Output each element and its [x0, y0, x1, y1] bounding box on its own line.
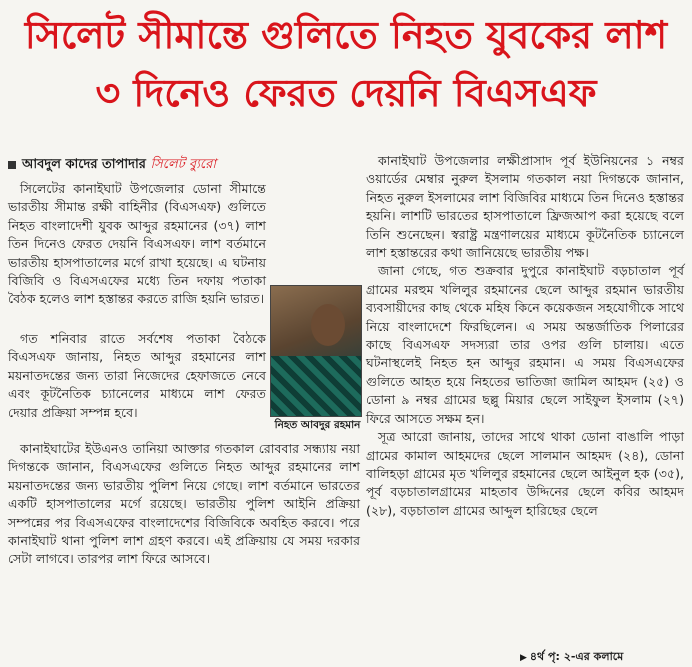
article-left-column-top [8, 180, 266, 309]
byline-author: আবদুল কাদের তাপাদার [22, 157, 146, 172]
news-photo [270, 285, 362, 417]
photo-subject-face [311, 304, 345, 346]
photo-caption: নিহত আবদুর রহমান [274, 419, 361, 431]
byline [8, 155, 358, 176]
headline-line-1: সিলেট সীমান্তে গুলিতে নিহত যুবকের লাশ [24, 13, 668, 57]
article-left-column-bottom [8, 440, 360, 569]
article-right-column [366, 152, 684, 520]
bullet-square-icon [8, 161, 16, 169]
article-paragraph: সূত্র আরো জানায়, তাদের সাথে থাকা ডোনা বাঙালি পাড়া গ্রামের কামাল আহমদের ছেলে সালমান আহমদ (২৪), ডোনা বালিহড়া গ্রামের মৃত খলিলুর রহমানের ছেলে আইনুল হক (৩৫), পূর্ব বড়চাতালগ্রামের মাহতাব উদ্দিনের ছেলে কবির আহমদ (২৮), বড়চাতাল গ্রামের আব্দুল হারিছের ছেলে [366, 429, 684, 518]
article-paragraph: কানাইঘাট উপজেলার লক্ষীপ্রাসাদ পূর্ব ইউনিয়নের ১ নম্বর ওয়ার্ডের মেম্বার নুরুল ইসলাম গতকাল নয়া দিগন্তকে জানান, নিহত নুরুল ইসলামের লাশ বিজিবির মাধ্যমে তিন দিনেও হস্তান্তর হয়নি। লাশটি ভারতের হাসপাতালে ফ্রিজআপ করা হয়েছে বলে তিনি শুনেছেন। স্বরাষ্ট্র মন্ত্রণালয়ের মাধ্যমে কূটনৈতিক চ্যানেলে লাশ হস্তান্তরের কথা জানিয়েছে ভারতীয় পক্ষ। [366, 153, 684, 261]
triangle-icon: ▶ [520, 653, 527, 663]
continued-text: ৪র্থ পৃ: ২-এর কলামে [529, 650, 624, 663]
headline [0, 6, 692, 122]
article-paragraph: কানাইঘাটের ইউএনও তানিয়া আক্তার গতকাল রোববার সন্ধ্যায় নয়া দিগন্তকে জানান, বিএসএফের গুলিতে নিহত আব্দুর রহমানের লাশ ময়নাতদন্তের জন্য ভারতীয় পুলিশ নিয়ে গেছে। লাশ বর্তমানে ভারতের একটি হাসপাতালের মর্গে রয়েছে। ভারতীয় পুলিশ আইনি প্রক্রিয়া সম্পন্নের পর বিএসএফের বাংলাদেশের বিজিবিকে অবহিত করবে। পরে কানাইঘাট থানা পুলিশ লাশ গ্রহণ করবে। এই প্রক্রিয়ায় যে সময় দরকার সেটা লাগবে। তারপর লাশ ফিরে আসবে। [8, 441, 360, 567]
article-paragraph: গত শনিবার রাতে সর্বশেষ পতাকা বৈঠকে বিএসএফ জানায়, নিহত আব্দুর রহমানের লাশ ময়নাতদন্তের জন্য তারা নিজেদের হেফাজতে নেবে এবং কূটনৈতিক চ্যানেলের মাধ্যমে লাশ ফেরত দেয়ার প্রক্রিয়া সম্পন্ন হবে। [8, 331, 266, 420]
article-paragraph: সিলেটের কানাইঘাট উপজেলার ডোনা সীমান্তে ভারতীয় সীমান্ত রক্ষী বাহিনীর (বিএসএফ) গুলিতে নিহত বাংলাদেশী যুবক আব্দুর রহমানের (৩৭) লাশ তিন দিনেও ফেরত দেয়নি বিএসএফ। লাশ বর্তমানে ভারতীয় হাসপাতালের মর্গে রাখা হয়েছে। এ ঘটনায় বিজিবি ও বিএসএফের মধ্যে তিন দফায় পতাকা বৈঠক হলেও লাশ হস্তান্তর করতে রাজি হয়নি ভারত। [8, 181, 266, 307]
article-paragraph: জানা গেছে, গত শুক্রবার দুপুরে কানাইঘাট বড়চাতাল পূর্ব গ্রামের মরহুম খলিলুর রহমানের ছেলে আব্দুর রহমান ভারতীয় ব্যবসায়ীদের কাছ থেকে মহিষ কিনে কয়েকজন সহযোগীকে সাথে নিয়ে বাংলাদেশে ফিরছিলেন। এ সময় অন্তর্জাতিক পিলারের কাছে বিএসএফ সদস্যরা তার ওপর গুলি চালায়। এতে ঘটনাস্থলেই নিহত হন আব্দুর রহমান। এ সময় বিএসএফের গুলিতে আহত হয়ে নিহতের ভাতিজা জামিল আহমদ (২৫) ও ডোনা ৯ নম্বর গ্রামের ছল্লু মিয়ার ছেলে সাইফুল ইসলাম (২৭) ফিরে আসতে সক্ষম হন। [366, 263, 684, 426]
photo-subject-shirt [271, 356, 361, 416]
continued-note [520, 648, 623, 667]
article-left-column-mid [8, 330, 266, 422]
byline-bureau: সিলেট ব্যুরো [150, 157, 217, 172]
headline-line-2: ৩ দিনেও ফেরত দেয়নি বিএসএফ [95, 71, 597, 115]
